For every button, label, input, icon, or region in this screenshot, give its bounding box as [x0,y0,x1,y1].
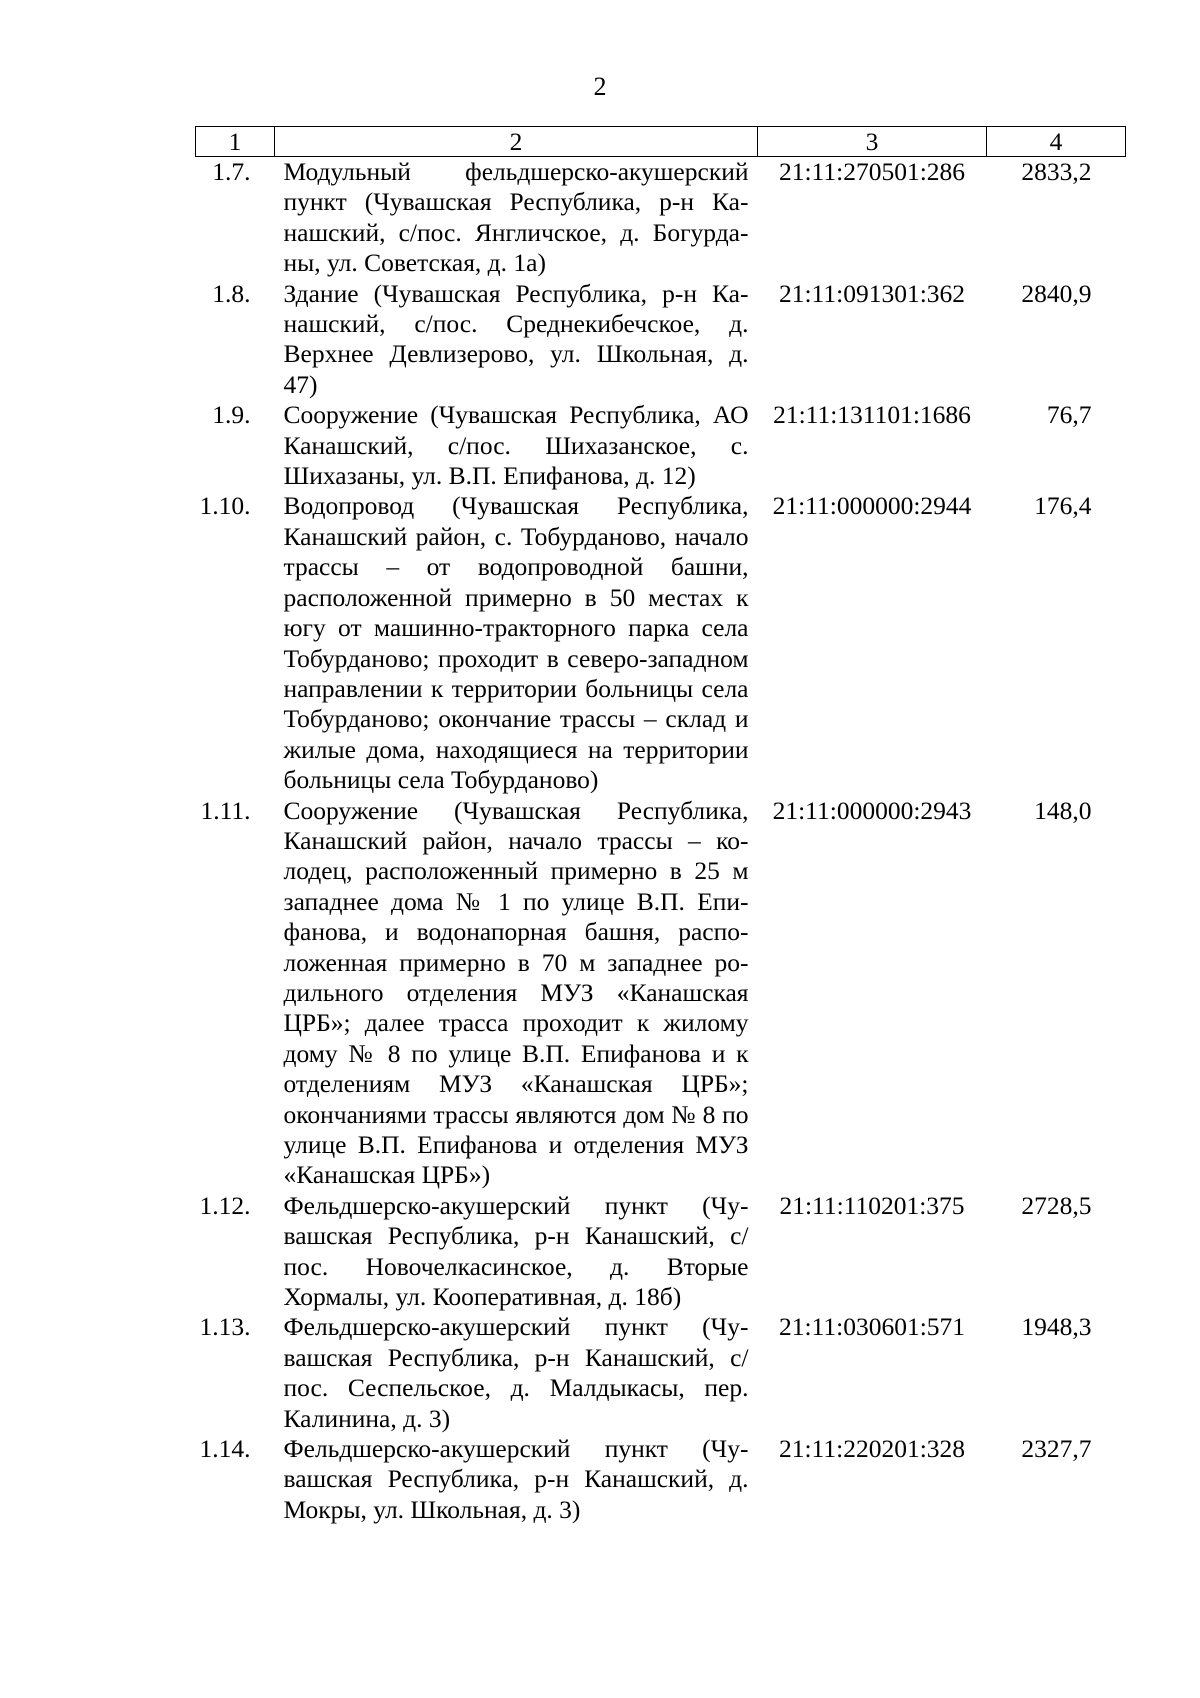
row-area: 2728,5 [1021,1190,1092,1220]
row-cadastral-number: 21:11:270501:286 [778,157,966,186]
row-description: Сооружение (Чувашская Республика, Канашский район, начало трассы – колодец, расположенный примерно в 25 м западнее дома № 1 по улице В.П. Епифанова, и водонапорная башня, расположенная примерно в 70 м западнее родильного отделения МУЗ «Канашская ЦРБ»; далее трасса проходит к жилому дому № 8 по улице В.П. Епифанова и к отделениям МУЗ «Канашская ЦРБ»; окончаниями трассы являются дом № 8 по улице В.П. Епифанова и отделения МУЗ «Канашская ЦРБ») [283,795,749,1190]
table-row [196,1434,1126,1525]
row-number: 1.13. [199,1312,251,1342]
header-col-1: 1 [196,127,275,157]
row-area: 176,4 [1034,491,1092,521]
row-area: 148,0 [1034,795,1092,825]
row-number: 1.7. [212,157,251,186]
row-area: 2327,7 [1021,1434,1092,1464]
row-number: 1.8. [212,278,251,308]
row-number: 1.11. [200,795,251,825]
row-number: 1.9. [212,400,251,430]
property-table [195,126,1126,1525]
row-number: 1.10. [199,491,251,521]
table-body [196,157,1126,1526]
row-area: 2840,9 [1021,278,1092,308]
row-cadastral-number: 21:11:000000:2943 [772,795,972,825]
row-number: 1.12. [199,1190,251,1220]
row-cadastral-number: 21:11:220201:328 [778,1434,966,1464]
row-description: Модульный фельдшерско-акушерский пункт (Чувашская Республика, р-н Канашский, с/пос. Янгличское, д. Богурданы, ул. Советская, д. 1а) [283,157,749,278]
page-number: 2 [593,72,607,101]
row-description: Фельдшерско-акушерский пункт (Чувашская Республика, р-н Канашский, д. Мокры, ул. Школьная, д. 3) [283,1434,749,1524]
row-number: 1.14. [199,1434,251,1464]
header-col-3: 3 [758,127,987,157]
row-cadastral-number: 21:11:091301:362 [778,278,966,308]
header-col-4: 4 [987,127,1126,157]
row-cadastral-number: 21:11:131101:1686 [773,400,971,430]
row-cadastral-number: 21:11:030601:571 [778,1312,966,1342]
table-header [196,127,1126,157]
row-description: Водопровод (Чувашская Республика, Канашский район, с. Тобурданово, начало трассы – от водопроводной башни, расположенной примерно в 50 местах к югу от машинно-тракторного парка села Тобурданово; проходит в северо-западном направлении к территории больницы села Тобурданово; окончание трассы – склад и жилые дома, находящиеся на территории больницы села Тобурданово) [283,491,749,795]
table-row [196,1312,1126,1434]
row-description: Фельдшерско-акушерский пункт (Чувашская Республика, р-н Канашский, с/пос. Новочелкасинское, д. Вторые Хормалы, ул. Кооперативная, д. 18б) [283,1190,749,1312]
row-description: Здание (Чувашская Республика, р-н Канашский, с/пос. Среднекибечское, д. Верхнее Девлизерово, ул. Школьная, д. 47) [283,278,749,399]
header-col-2: 2 [275,127,758,157]
table-row [196,157,1126,279]
row-description: Сооружение (Чувашская Республика, АО Канашский, с/пос. Шихазанское, с. Шихазаны, ул. В.П. Епифанова, д. 12) [283,400,749,491]
row-area: 1948,3 [1021,1312,1092,1342]
table-row [196,400,1126,491]
table-row [196,491,1126,795]
row-cadastral-number: 21:11:000000:2944 [772,491,972,521]
row-area: 2833,2 [1021,157,1092,186]
table-row [196,279,1126,401]
table-row [196,1191,1126,1313]
row-cadastral-number: 21:11:110201:375 [779,1190,965,1220]
row-area: 76,7 [1046,400,1092,430]
table-row [196,796,1126,1191]
row-description: Фельдшерско-акушерский пункт (Чувашская Республика, р-н Канашский, с/пос. Сеспельское, д. Малдыкасы, пер. Калинина, д. 3) [283,1312,749,1433]
header-row [196,127,1126,157]
